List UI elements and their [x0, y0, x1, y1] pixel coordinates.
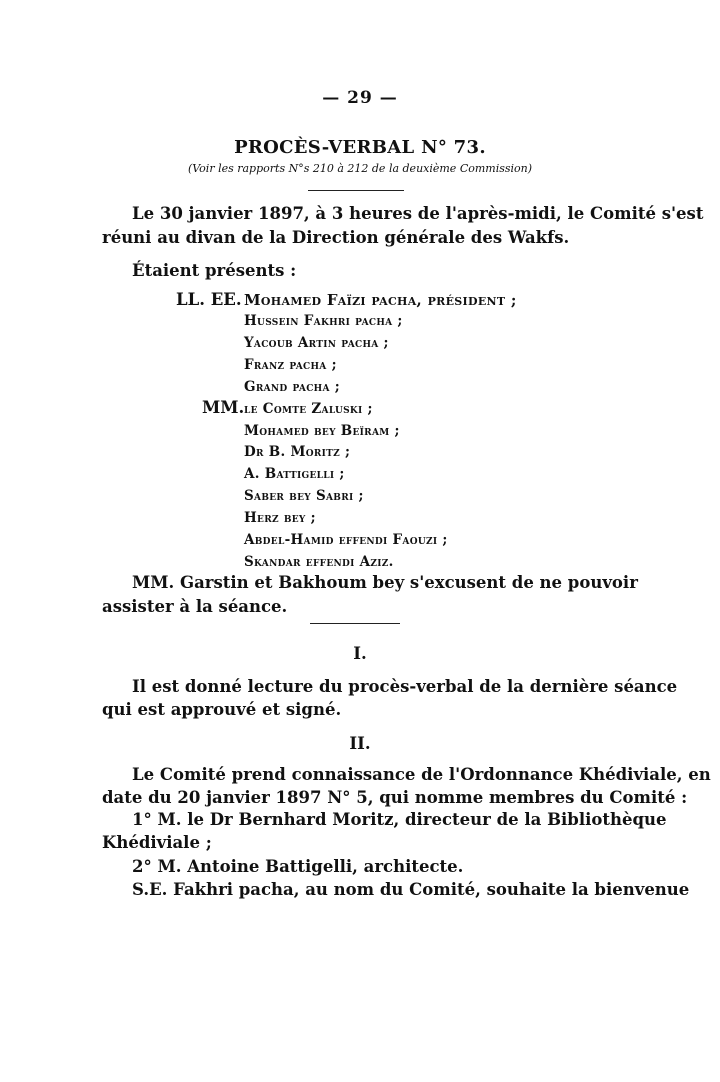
attendee-name: Mohamed Faïzi pacha, président ;: [244, 291, 517, 309]
title-divider: [308, 190, 404, 191]
presents-heading: Étaient présents :: [132, 261, 297, 280]
attendee-name: Mohamed bey Beïram ;: [244, 423, 400, 439]
section2-line-2: date du 20 janvier 1897 N° 5, qui nomme membres du Comité :: [102, 788, 688, 807]
attendee-name: Saber bey Sabri ;: [244, 488, 364, 504]
attendee-name: Dr B. Moritz ;: [244, 444, 351, 460]
section2-line-5: 2° M. Antoine Battigelli, architecte.: [132, 857, 464, 876]
intro-line-1: Le 30 janvier 1897, à 3 heures de l'après-midi, le Comité s'est: [132, 204, 704, 223]
attendee-name: Franz pacha ;: [244, 357, 337, 373]
attendee-name: le Comte Zaluski ;: [244, 401, 373, 417]
section2-line-3: 1° M. le Dr Bernhard Moritz, directeur de la Bibliothèque: [132, 810, 667, 829]
section1-line-1: Il est donné lecture du procès-verbal de la dernière séance: [132, 677, 678, 696]
intro-line-2: réuni au divan de la Direction générale des Wakfs.: [102, 228, 570, 247]
section-numeral-1: I.: [353, 644, 367, 663]
attendee-name: Herz bey ;: [244, 510, 316, 526]
excuse-line-2: assister à la séance.: [102, 597, 288, 616]
section2-line-1: Le Comité prend connaissance de l'Ordonnance Khédiviale, en: [132, 765, 711, 784]
section-numeral-2: II.: [349, 734, 371, 753]
page-subtitle: (Voir les rapports N°s 210 à 212 de la deuxième Commission): [187, 162, 533, 175]
attendee-name: Hussein Fakhri pacha ;: [244, 313, 403, 329]
excuse-line-1: MM. Garstin et Bakhoum bey s'excusent de ne pouvoir: [132, 573, 638, 592]
page-title: PROCÈS-VERBAL N° 73.: [234, 137, 486, 158]
section2-line-4: Khédiviale ;: [102, 833, 212, 852]
attendee-group-label-excellencies: LL. EE.: [176, 290, 242, 309]
attendee-name: Abdel-Hamid effendi Faouzi ;: [244, 532, 448, 548]
section2-line-6: S.E. Fakhri pacha, au nom du Comité, souhaite la bienvenue: [132, 880, 690, 899]
attendee-name: Grand pacha ;: [244, 379, 341, 395]
attendee-name: Yacoub Artin pacha ;: [244, 335, 389, 351]
attendee-group-label-messieurs: MM.: [202, 398, 245, 417]
attendee-name: Skandar effendi Aziz.: [244, 554, 394, 570]
attendee-name: A. Battigelli ;: [244, 466, 345, 482]
page-number: — 29 —: [322, 88, 398, 108]
section-divider: [310, 623, 400, 624]
section1-line-2: qui est approuvé et signé.: [102, 700, 342, 719]
